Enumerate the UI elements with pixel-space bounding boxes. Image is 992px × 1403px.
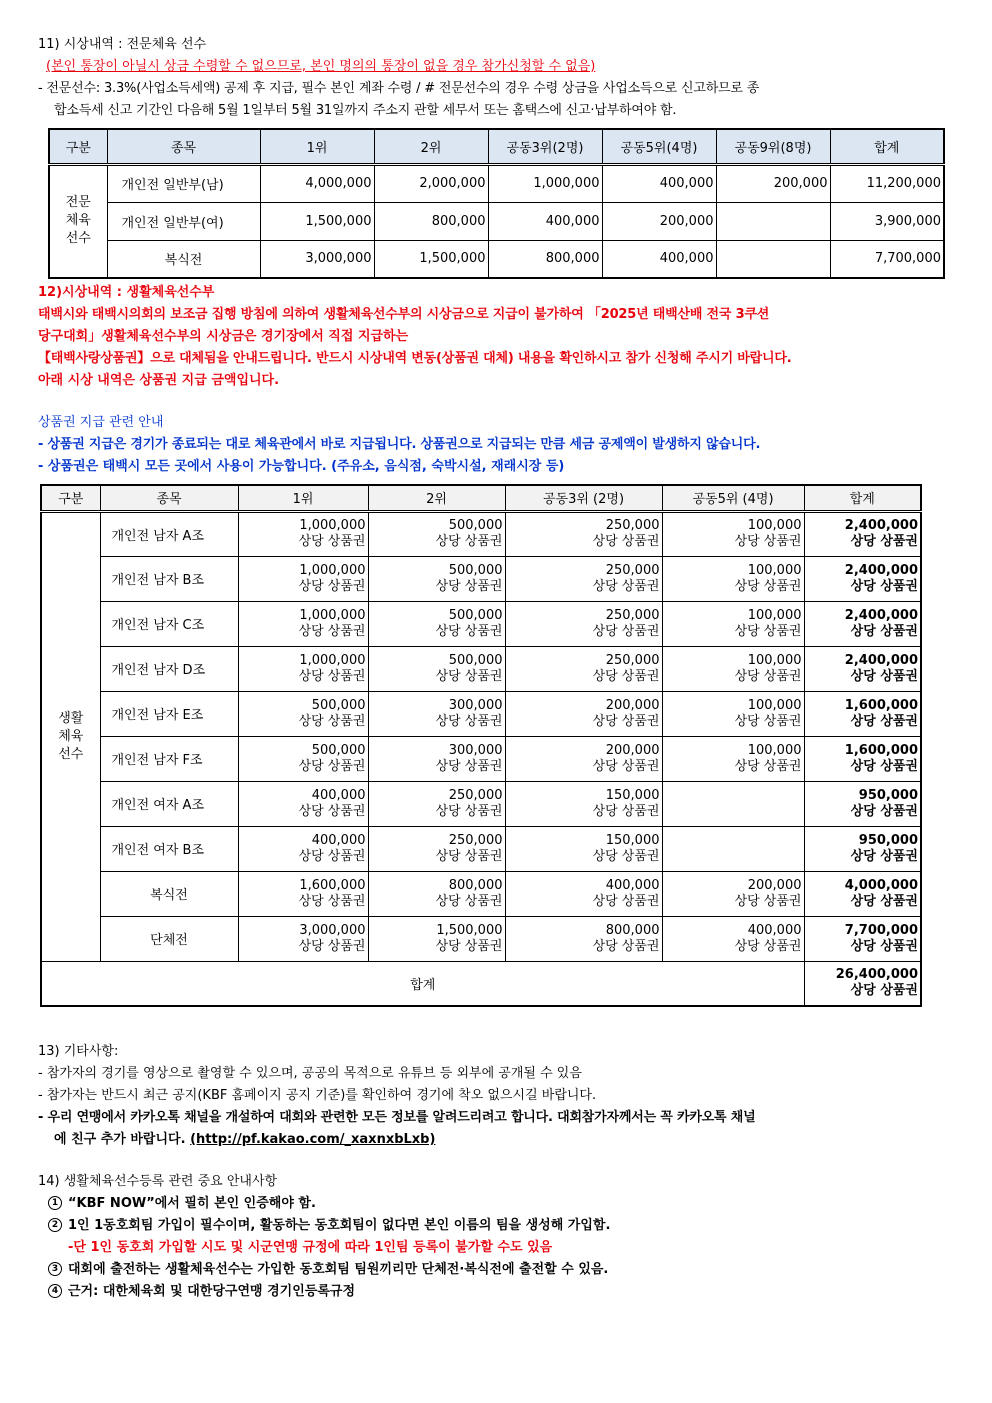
voucher-title: 상품권 지급 관련 안내	[38, 415, 164, 430]
sec13-item2: - 참가자는 반드시 최근 공지(KBF 홈페이지 공지 기준)를 확인하여 경기에 착오 없으시길 바랍니다.	[38, 1088, 597, 1103]
value-cell	[368, 556, 505, 601]
table-row	[41, 826, 921, 871]
event-cell: 개인전 여자 A조	[100, 781, 238, 826]
kakao-channel-link[interactable]: (http://pf.kakao.com/_xaxnxbLxb)	[190, 1132, 436, 1147]
total-suffix: 상당 상품권	[850, 893, 918, 909]
table-row	[41, 736, 921, 781]
table-row	[41, 691, 921, 736]
sec13-title: 13) 기타사항:	[38, 1044, 119, 1059]
sec11-warning: (본인 통장이 아닐시 상금 수령할 수 없으므로, 본인 명의의 통장이 없을 경우 참가신청할 수 없음)	[46, 59, 596, 74]
total-amount: 2,400,000	[844, 652, 918, 668]
amount: 800,000	[448, 877, 503, 893]
total-cell	[804, 646, 921, 691]
value-cell	[716, 240, 830, 278]
amount-suffix: 상당 상품권	[435, 534, 503, 549]
total-amount: 1,600,000	[844, 697, 918, 713]
sec14-item-text: 대회에 출전하는 생활체육선수는 가입한 동호회팀 팀원끼리만 단체전·복식전에 출전할 수 있음.	[68, 1262, 609, 1277]
total-suffix: 상당 상품권	[850, 758, 918, 774]
value-cell	[238, 736, 368, 781]
header-cell: 1위	[238, 485, 368, 511]
sec13-item1: - 참가자의 경기를 영상으로 촬영할 수 있으며, 공공의 목적으로 유튜브 등 외부에 공개될 수 있음	[38, 1066, 582, 1081]
amount: 250,000	[605, 652, 660, 668]
pro-prize-table	[48, 128, 945, 279]
sec14-title: 14) 생활체육선수등록 관련 중요 안내사항	[38, 1174, 278, 1189]
table-row	[49, 202, 944, 240]
sec12-p2: 당구대회」생활체육선수부의 시상금은 경기장에서 직접 지급하는	[38, 329, 409, 344]
value-cell	[238, 691, 368, 736]
table-row	[41, 601, 921, 646]
event-cell: 개인전 일반부(여)	[107, 202, 260, 240]
amount-suffix: 상당 상품권	[435, 668, 503, 684]
sec14-item-text: 근거: 대한체육회 및 대한당구연맹 경기인등록규정	[68, 1284, 356, 1299]
total-suffix: 상당 상품권	[850, 668, 918, 684]
value-cell	[238, 646, 368, 691]
sec12-p1: 태백시와 태백시의회의 보조금 집행 방침에 의하여 생활체육선수부의 시상금으로 지급이 불가하여 「2025년 태백산배 전국 3쿠션	[38, 307, 770, 322]
event-cell: 개인전 남자 F조	[100, 736, 238, 781]
value-cell: 3,000,000	[260, 240, 374, 278]
amount-suffix: 상당 상품권	[298, 534, 366, 549]
table-row	[41, 871, 921, 916]
total-cell	[804, 691, 921, 736]
amount: 100,000	[747, 742, 802, 758]
value-cell: 400,000	[602, 240, 716, 278]
amount: 250,000	[605, 562, 660, 578]
header-cell: 구분	[49, 129, 107, 164]
value-cell	[662, 826, 804, 871]
value-cell	[505, 601, 662, 646]
value-cell	[505, 871, 662, 916]
amount-suffix: 상당 상품권	[592, 758, 660, 774]
total-amount: 2,400,000	[844, 562, 918, 578]
amount: 100,000	[747, 562, 802, 578]
header-cell: 공동5위 (4명)	[662, 485, 804, 511]
value-cell	[505, 646, 662, 691]
header-cell: 합계	[830, 129, 944, 164]
sec12-p4: 아래 시상 내역은 상품권 지급 금액입니다.	[38, 373, 280, 388]
amount: 400,000	[311, 832, 366, 848]
value-cell	[368, 646, 505, 691]
circled-number: 2	[48, 1218, 62, 1232]
header-cell: 2위	[374, 129, 488, 164]
amount: 150,000	[605, 832, 660, 848]
total-cell	[804, 736, 921, 781]
value-cell	[505, 736, 662, 781]
value-cell: 2,000,000	[374, 164, 488, 202]
value-cell	[368, 511, 505, 556]
value-cell	[662, 736, 804, 781]
value-cell	[662, 916, 804, 961]
total-cell	[804, 871, 921, 916]
total-cell	[804, 826, 921, 871]
amount: 400,000	[311, 787, 366, 803]
value-cell	[505, 556, 662, 601]
value-cell	[662, 646, 804, 691]
amount-suffix: 상당 상품권	[298, 938, 366, 954]
total-suffix: 상당 상품권	[850, 848, 918, 864]
amount-suffix: 상당 상품권	[298, 893, 366, 909]
table-row	[49, 240, 944, 278]
amount: 100,000	[747, 518, 802, 533]
event-cell: 개인전 남자 B조	[100, 556, 238, 601]
value-cell: 800,000	[374, 202, 488, 240]
amount: 200,000	[605, 742, 660, 758]
value-cell	[662, 691, 804, 736]
sec13-item3b: 에 친구 추가 바랍니다.	[54, 1132, 191, 1147]
amount: 500,000	[448, 562, 503, 578]
value-cell: 800,000	[488, 240, 602, 278]
amount: 500,000	[448, 518, 503, 533]
sec14-item	[38, 1281, 954, 1303]
value-cell: 200,000	[716, 164, 830, 202]
amount-suffix: 상당 상품권	[592, 578, 660, 594]
amount: 250,000	[605, 607, 660, 623]
value-cell	[238, 826, 368, 871]
amount-suffix: 상당 상품권	[734, 578, 802, 594]
header-cell: 구분	[41, 485, 100, 511]
sec14-item-text: 1인 1동호회팀 가입이 필수이며, 활동하는 동호회팀이 없다면 본인 이름의 팀을 생성해 가입함.	[68, 1218, 611, 1233]
amount: 1,500,000	[436, 922, 503, 938]
total-suffix: 상당 상품권	[850, 534, 918, 549]
value-cell: 1,500,000	[374, 240, 488, 278]
table-row	[41, 556, 921, 601]
sec11-note1: - 전문선수: 3.3%(사업소득세액) 공제 후 지급, 필수 본인 계좌 수령 / # 전문선수의 경우 수령 상금을 사업소득으로 신고하므로 종	[38, 81, 760, 96]
value-cell: 400,000	[602, 164, 716, 202]
amount: 200,000	[605, 697, 660, 713]
header-cell: 공동3위 (2명)	[505, 485, 662, 511]
sec14-item	[38, 1193, 954, 1215]
amount-suffix: 상당 상품권	[435, 803, 503, 819]
total-suffix: 상당 상품권	[850, 713, 918, 729]
amount-suffix: 상당 상품권	[592, 623, 660, 639]
total-amount: 1,600,000	[844, 742, 918, 758]
amount-suffix: 상당 상품권	[435, 578, 503, 594]
sec11-title: 11) 시상내역 : 전문체육 선수	[38, 37, 207, 52]
amount-suffix: 상당 상품권	[734, 534, 802, 549]
event-cell: 개인전 여자 B조	[100, 826, 238, 871]
total-cell: 11,200,000	[830, 164, 944, 202]
sec12-p3: 【태백사랑상품권】으로 대체됨을 안내드립니다. 반드시 시상내역 변동(상품권 대체) 내용을 확인하시고 참가 신청해 주시기 바랍니다.	[38, 351, 792, 366]
amount-suffix: 상당 상품권	[592, 938, 660, 954]
event-cell: 개인전 일반부(남)	[107, 164, 260, 202]
value-cell	[505, 781, 662, 826]
circled-number: 4	[48, 1284, 62, 1298]
circled-number: 3	[48, 1262, 62, 1276]
total-cell	[804, 511, 921, 556]
total-amount: 2,400,000	[844, 607, 918, 623]
amount: 100,000	[747, 652, 802, 668]
event-cell: 개인전 남자 D조	[100, 646, 238, 691]
value-cell	[716, 202, 830, 240]
value-cell	[505, 691, 662, 736]
grand-total-cell	[804, 961, 921, 1006]
amount: 150,000	[605, 787, 660, 803]
sec14-item	[38, 1215, 954, 1237]
amount: 200,000	[747, 877, 802, 893]
table-row	[41, 781, 921, 826]
amount: 300,000	[448, 697, 503, 713]
value-cell	[662, 781, 804, 826]
amount: 250,000	[448, 787, 503, 803]
amount-suffix: 상당 상품권	[298, 623, 366, 639]
total-cell	[804, 916, 921, 961]
header-cell: 합계	[804, 485, 921, 511]
total-cell: 7,700,000	[830, 240, 944, 278]
amount: 400,000	[747, 922, 802, 938]
total-suffix: 상당 상품권	[850, 623, 918, 639]
table-row	[41, 511, 921, 556]
amount-suffix: 상당 상품권	[435, 623, 503, 639]
value-cell	[662, 556, 804, 601]
amount-suffix: 상당 상품권	[592, 713, 660, 729]
header-cell: 종목	[100, 485, 238, 511]
grand-total-amount: 26,400,000	[835, 967, 918, 983]
value-cell	[368, 601, 505, 646]
total-amount: 950,000	[858, 832, 918, 848]
value-cell	[368, 916, 505, 961]
voucher-note1: - 상품권 지급은 경기가 종료되는 대로 체육관에서 바로 지급됩니다. 상품권으로 지급되는 만큼 세금 공제액이 발생하지 않습니다.	[38, 437, 761, 452]
value-cell	[662, 871, 804, 916]
sum-label: 합계	[41, 961, 804, 1006]
amount-suffix: 상당 상품권	[298, 848, 366, 864]
value-cell	[238, 781, 368, 826]
amount-suffix: 상당 상품권	[435, 758, 503, 774]
total-amount: 4,000,000	[844, 877, 918, 893]
event-cell: 단체전	[100, 916, 238, 961]
total-cell: 3,900,000	[830, 202, 944, 240]
header-cell: 2위	[368, 485, 505, 511]
total-amount: 7,700,000	[844, 922, 918, 938]
total-cell	[804, 781, 921, 826]
value-cell: 1,500,000	[260, 202, 374, 240]
sec14-subnote: -단 1인 동호회 가입할 시도 및 시군연맹 규정에 따라 1인팀 등록이 불가할 수도 있음	[68, 1240, 553, 1255]
total-amount: 950,000	[858, 787, 918, 803]
amount: 300,000	[448, 742, 503, 758]
amount-suffix: 상당 상품권	[435, 938, 503, 954]
amount-suffix: 상당 상품권	[734, 938, 802, 954]
amount-suffix: 상당 상품권	[435, 848, 503, 864]
circled-number: 1	[48, 1196, 62, 1210]
value-cell	[238, 511, 368, 556]
amount-suffix: 상당 상품권	[592, 848, 660, 864]
amount: 100,000	[747, 697, 802, 713]
amount-suffix: 상당 상품권	[298, 668, 366, 684]
value-cell	[238, 871, 368, 916]
table-row	[41, 916, 921, 961]
value-cell	[238, 556, 368, 601]
header-cell: 공동9위(8명)	[716, 129, 830, 164]
header-cell: 공동5위(4명)	[602, 129, 716, 164]
value-cell	[368, 736, 505, 781]
event-cell: 복식전	[107, 240, 260, 278]
sec14-item	[38, 1259, 954, 1281]
event-cell: 복식전	[100, 871, 238, 916]
value-cell: 200,000	[602, 202, 716, 240]
event-cell: 개인전 남자 A조	[100, 511, 238, 556]
value-cell	[238, 916, 368, 961]
amount: 500,000	[311, 742, 366, 758]
table-row	[49, 164, 944, 202]
pro-table-header	[49, 129, 944, 164]
total-suffix: 상당 상품권	[850, 578, 918, 594]
amount-suffix: 상당 상품권	[592, 893, 660, 909]
sec13-item3a: - 우리 연맹에서 카카오톡 채널을 개설하여 대회와 관련한 모든 정보를 알려드리려고 합니다. 대회참가자께서는 꼭 카카오톡 채널	[38, 1110, 756, 1125]
group-cell: 생활 체육 선수	[41, 511, 100, 961]
amateur-prize-table	[40, 484, 922, 1007]
amount: 250,000	[605, 518, 660, 533]
sec11-note2: 합소득세 신고 기간인 다음해 5월 1일부터 5월 31일까지 주소지 관할 세무서 또는 홈택스에 신고·납부하여야 함.	[54, 103, 677, 118]
group-cell: 전문 체육 선수	[49, 164, 107, 278]
grand-total-suffix: 상당 상품권	[850, 983, 918, 999]
amount-suffix: 상당 상품권	[734, 668, 802, 684]
value-cell	[368, 691, 505, 736]
amount: 1,000,000	[299, 518, 366, 533]
amount-suffix: 상당 상품권	[734, 758, 802, 774]
amount-suffix: 상당 상품권	[298, 578, 366, 594]
amount-suffix: 상당 상품권	[298, 758, 366, 774]
amount-suffix: 상당 상품권	[592, 668, 660, 684]
sum-row	[41, 961, 921, 1006]
amount: 1,600,000	[299, 877, 366, 893]
amount-suffix: 상당 상품권	[298, 803, 366, 819]
value-cell: 400,000	[488, 202, 602, 240]
value-cell	[505, 916, 662, 961]
amount-suffix: 상당 상품권	[734, 623, 802, 639]
sec12-title: 12)시상내역 : 생활체육선수부	[38, 285, 215, 300]
value-cell	[368, 871, 505, 916]
value-cell	[368, 826, 505, 871]
amount-suffix: 상당 상품권	[435, 713, 503, 729]
amount: 1,000,000	[299, 562, 366, 578]
total-suffix: 상당 상품권	[850, 803, 918, 819]
total-suffix: 상당 상품권	[850, 938, 918, 954]
table-row	[41, 646, 921, 691]
value-cell	[662, 601, 804, 646]
amount: 3,000,000	[299, 922, 366, 938]
value-cell	[238, 601, 368, 646]
value-cell	[505, 511, 662, 556]
header-cell: 1위	[260, 129, 374, 164]
amount-suffix: 상당 상품권	[734, 713, 802, 729]
event-cell: 개인전 남자 E조	[100, 691, 238, 736]
amount: 500,000	[448, 607, 503, 623]
value-cell	[662, 511, 804, 556]
value-cell	[368, 781, 505, 826]
voucher-note2: - 상품권은 태백시 모든 곳에서 사용이 가능합니다. (주유소, 음식점, 숙박시설, 재래시장 등)	[38, 459, 565, 474]
sec14-item-text: “KBF NOW”에서 필히 본인 인증해야 함.	[68, 1196, 316, 1211]
amount: 100,000	[747, 607, 802, 623]
amount: 800,000	[605, 922, 660, 938]
amount: 500,000	[448, 652, 503, 668]
value-cell: 1,000,000	[488, 164, 602, 202]
amount-suffix: 상당 상품권	[592, 803, 660, 819]
value-cell: 4,000,000	[260, 164, 374, 202]
amount-suffix: 상당 상품권	[592, 534, 660, 549]
amount-suffix: 상당 상품권	[734, 893, 802, 909]
total-amount: 2,400,000	[844, 518, 918, 533]
header-cell: 공동3위(2명)	[488, 129, 602, 164]
amount-suffix: 상당 상품권	[435, 893, 503, 909]
amount-suffix: 상당 상품권	[298, 713, 366, 729]
event-cell: 개인전 남자 C조	[100, 601, 238, 646]
header-cell: 종목	[107, 129, 260, 164]
amount: 400,000	[605, 877, 660, 893]
amount: 1,000,000	[299, 607, 366, 623]
amateur-table-header	[41, 485, 921, 511]
amount: 1,000,000	[299, 652, 366, 668]
total-cell	[804, 601, 921, 646]
total-cell	[804, 556, 921, 601]
amount: 250,000	[448, 832, 503, 848]
amount: 500,000	[311, 697, 366, 713]
value-cell	[505, 826, 662, 871]
